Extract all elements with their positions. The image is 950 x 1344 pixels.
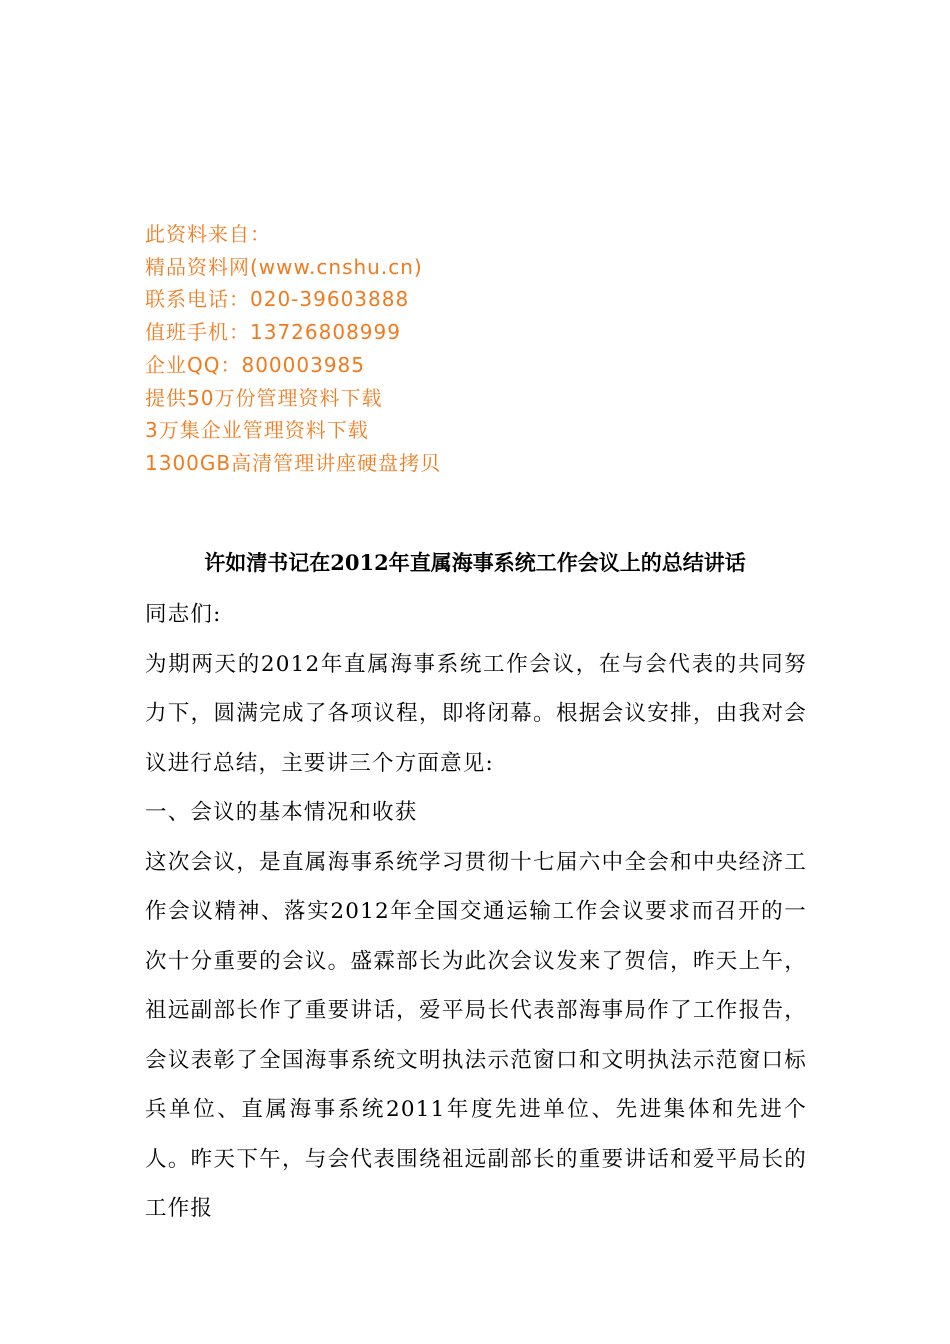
source-line-qq: 企业QQ：800003985 [145,352,366,377]
source-line-website: 精品资料网(www.cnshu.cn) [145,254,423,279]
source-line-from: 此资料来自： [145,222,271,246]
section-paragraph: 这次会议，是直属海事系统学习贯彻十七届六中全会和中央经济工作会议精神、落实2012年全国交通运输工作会议要求而召开的一次十分重要的会议。盛霖部长为此次会议发来了贺信，昨天上午，祖远副部长作了重要讲话，爱平局长代表部海事局作了工作报告，会议表彰了全国海事系统文明执法示范窗口和文明执法示范窗口标兵单位、直属海事系统2011年度先进单位、先进集体和先进个人。昨天下午，与会代表围绕祖远副部长的重要讲话和爱平局长的工作报 [145,849,807,1221]
source-info-block [145,218,805,480]
section-heading: 一、会议的基本情况和收获 [145,800,418,825]
document-title: 许如清书记在2012年直属海事系统工作会议上的总结讲话 [204,550,746,575]
document-body [145,590,807,1234]
salutation: 同志们: [145,602,222,627]
source-line-mobile: 值班手机：13726808999 [145,320,401,345]
source-line-offer-1: 提供50万份管理资料下载 [145,385,383,410]
source-line-offer-3: 1300GB高清管理讲座硬盘拷贝 [145,450,442,475]
source-line-offer-2: 3万集企业管理资料下载 [145,418,369,443]
intro-paragraph: 为期两天的2012年直属海事系统工作会议，在与会代表的共同努力下，圆满完成了各项议程，即将闭幕。根据会议安排，由我对会议进行总结，主要讲三个方面意见: [145,651,807,776]
source-line-phone: 联系电话：020-39603888 [145,287,410,312]
